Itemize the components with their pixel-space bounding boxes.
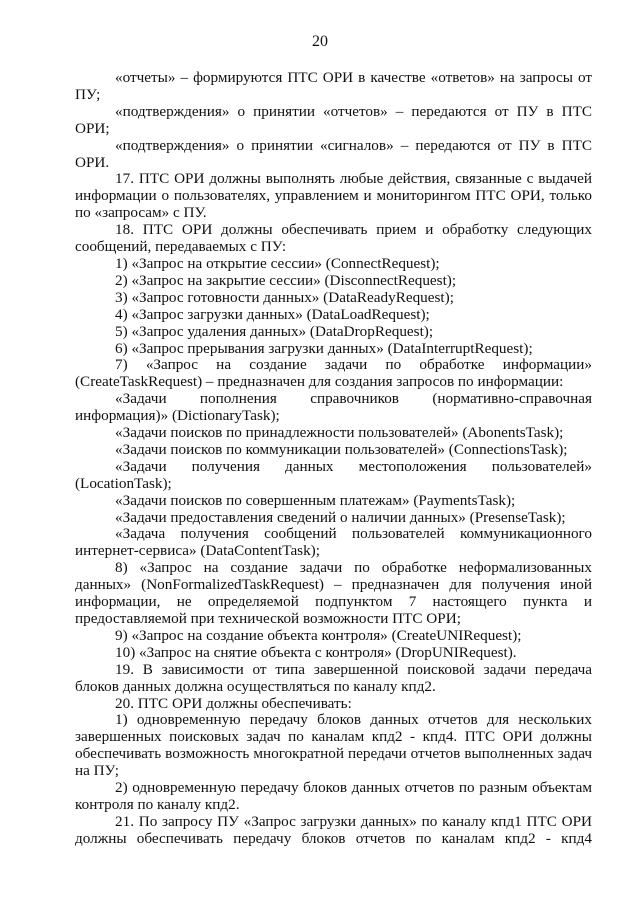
paragraph: «подтверждения» о принятии «сигналов» – передаются от ПУ в ПТС ОРИ.	[75, 136, 592, 171]
page-number: 20	[312, 33, 328, 50]
paragraph: «Задачи поисков по совершенным платежам» (PaymentsTask);	[115, 491, 516, 509]
paragraph: 19. В зависимости от типа завершенной поисковой задачи передача блоков данных должна осуществляться по каналу кпд2.	[75, 660, 592, 695]
paragraph: «Задачи пополнения справочников (нормативно-справочная информация)» (DictionaryTask);	[75, 390, 592, 425]
document-body	[75, 70, 592, 848]
paragraph: 2) «Запрос на закрытие сессии» (DisconnectRequest);	[115, 271, 457, 289]
paragraph: «Задачи предоставления сведений о наличии данных» (PresenseTask);	[115, 508, 566, 526]
paragraph: 17. ПТС ОРИ должны выполнять любые действия, связанные с выдачей информации о пользователях, управлением и мониторингом ПТС ОРИ, только по «запросам» с ПУ.	[75, 170, 592, 222]
paragraph: 5) «Запрос удаления данных» (DataDropRequest);	[115, 322, 434, 340]
paragraph: 21. По запросу ПУ «Запрос загрузки данных» по каналу кпд1 ПТС ОРИ должны обеспечивать передачу блоков отчетов по каналам кпд2 - кпд4	[75, 812, 592, 847]
paragraph: 2) одновременную передачу блоков данных отчетов по разным объектам контроля по каналу кпд2.	[75, 779, 592, 813]
paragraph: «Задачи получения данных местоположения пользователей» (LocationTask);	[75, 457, 592, 492]
paragraph: 8) «Запрос на создание задачи по обработке неформализованных данных» (NonFormalizedTaskRequest) – предназначен для получения иной информации, не определяемой подпунктом 7 настоящего пункта и предоставляемой при технической возможности ПТС ОРИ;	[75, 559, 592, 627]
paragraph: 6) «Запрос прерывания загрузки данных» (DataInterruptRequest);	[115, 339, 533, 357]
paragraph: 3) «Запрос готовности данных» (DataReadyRequest);	[115, 288, 454, 306]
paragraph: 18. ПТС ОРИ должны обеспечивать прием и обработку следующих сообщений, передаваемых с ПУ:	[75, 221, 592, 256]
paragraph: 20. ПТС ОРИ должны обеспечивать:	[115, 694, 352, 712]
paragraph: «подтверждения» о принятии «отчетов» – передаются от ПУ в ПТС ОРИ;	[75, 102, 592, 137]
paragraph: «Задача получения сообщений пользователей коммуникационного интернет-сервиса» (DataContentTask);	[75, 525, 592, 560]
paragraph: «Задачи поисков по принадлежности пользователей» (AbonentsTask);	[115, 424, 564, 442]
paragraph: 4) «Запрос загрузки данных» (DataLoadRequest);	[115, 305, 430, 323]
paragraph: 9) «Запрос на создание объекта контроля» (CreateUNIRequest);	[115, 626, 522, 644]
paragraph: 7) «Запрос на создание задачи по обработке информации» (CreateTaskRequest) – предназначен для создания запросов по информации:	[75, 356, 592, 391]
paragraph: 1) «Запрос на открытие сессии» (ConnectRequest);	[115, 254, 440, 272]
paragraph: «отчеты» – формируются ПТС ОРИ в качестве «ответов» на запросы от ПУ;	[75, 69, 592, 103]
paragraph: 10) «Запрос на снятие объекта с контроля» (DropUNIRequest).	[115, 643, 517, 661]
paragraph: 1) одновременную передачу блоков данных отчетов для нескольких завершенных поисковых задач по каналам кпд2 - кпд4. ПТС ОРИ должны обеспечивать возможность многократной передачи отчетов выполненных задач на ПУ;	[75, 711, 592, 780]
paragraph: «Задачи поисков по коммуникации пользователей» (ConnectionsTask);	[115, 440, 568, 458]
